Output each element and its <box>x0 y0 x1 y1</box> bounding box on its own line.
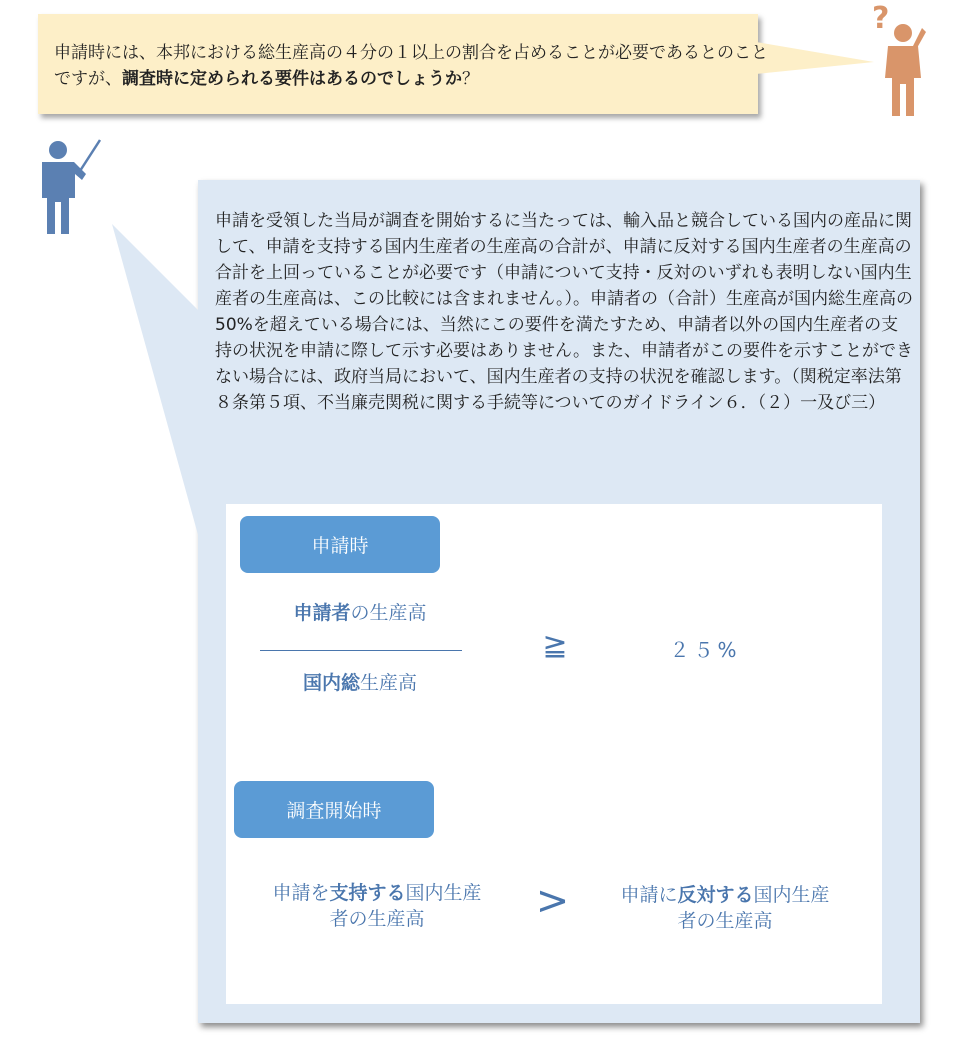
oppose-bold: 反対する <box>677 884 754 906</box>
numerator-bold: 申請者 <box>293 602 351 624</box>
greater-equal-symbol: ≧ <box>542 628 568 663</box>
greater-than-symbol: > <box>535 878 570 924</box>
oppose-post: 国内生産者の生産高 <box>677 884 830 932</box>
investigation-label-box: 調査開始時 <box>234 781 434 838</box>
opposing-producers-text <box>615 882 835 934</box>
question-text-part3: ？ <box>462 69 479 89</box>
svg-text:?: ? <box>872 2 890 36</box>
threshold-percent: ２５% <box>669 638 741 662</box>
denominator-rest: 生産高 <box>360 672 418 694</box>
support-pre: 申請を <box>272 882 330 904</box>
oppose-pre: 申請に <box>620 884 678 906</box>
question-text <box>54 40 774 92</box>
support-post: 国内生産者の生産高 <box>329 882 482 930</box>
numerator-rest: の生産高 <box>350 602 427 624</box>
presenter-with-pointer-icon <box>30 136 110 241</box>
support-bold: 支持する <box>329 882 406 904</box>
question-text-part1: 申請時には、本邦における総生産高の４分の１以上の割合を占めることが必要であるとのことですが、 <box>54 43 768 89</box>
supporting-producers-text <box>272 880 482 932</box>
fraction-line <box>260 650 462 651</box>
denominator-bold: 国内総 <box>302 672 360 694</box>
answer-bubble-tail <box>110 222 210 552</box>
question-text-bold: 調査時に定められる要件はあるのでしょうか <box>122 69 462 89</box>
answer-paragraph: 申請を受領した当局が調査を開始するに当たっては、輸入品と競合している国内の産品に関して、申請を支持する国内生産者の生産高の合計が、申請に反対する国内生産者の生産高の合計を上回っていることが必要です（申請について支持・反対のいずれも表明しない国内生産者の生産高は、この比較には含まれません。）。申請者の（合計）生産高が国内総生産高の 50%を超えている場合には、当然にこの要件を満たすため、申請者以外の国内生産者の支持の状況を申請に際して示す必要はありません。また、申請者がこの要件を示すことができない場合には、政府当局において、国内生産者の支持の状況を確認します。（関税定率法第８条第５項、不当廉売関税に関する手続等についてのガイドライン６．（２）一及び三） <box>215 211 914 413</box>
answer-text <box>215 208 915 416</box>
questioning-person-icon <box>860 2 940 122</box>
filing-denominator <box>260 668 460 695</box>
filing-label-box: 申請時 <box>240 516 440 573</box>
filing-numerator <box>260 598 460 625</box>
